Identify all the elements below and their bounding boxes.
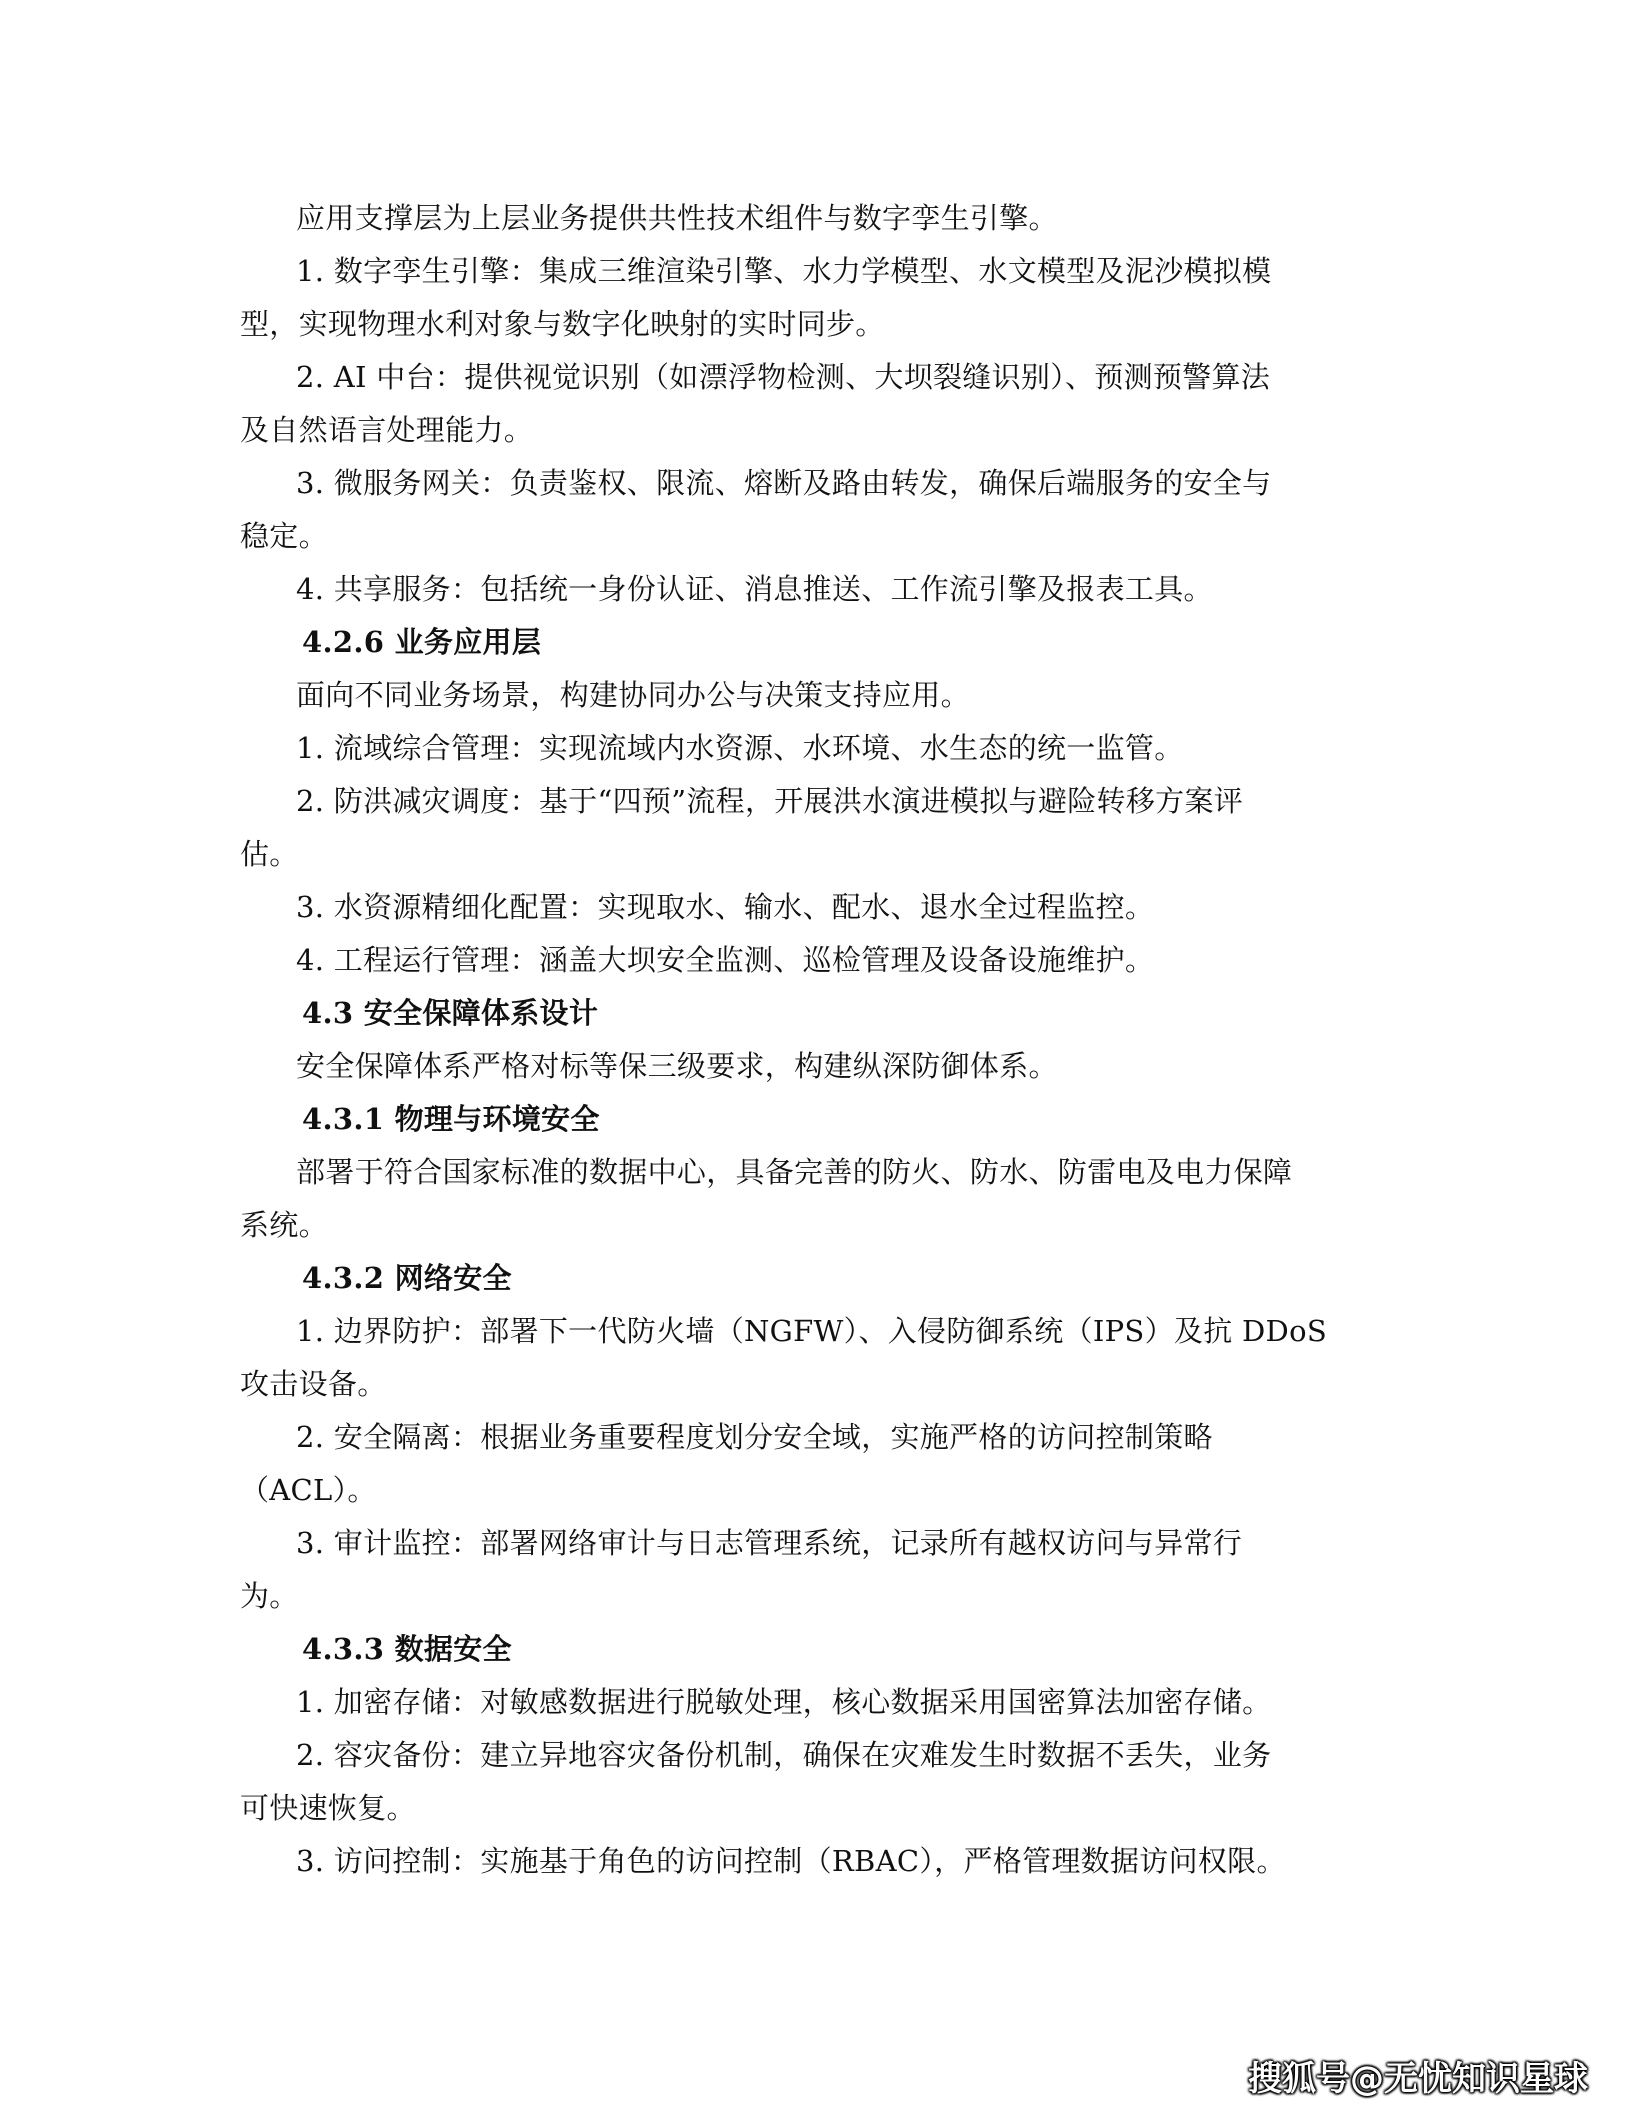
paragraph-line: 为。: [240, 1579, 299, 1613]
paragraph-line: 4. 共享服务：包括统一身份认证、消息推送、工作流引擎及报表工具。: [296, 572, 1213, 606]
paragraph-line: 1. 数字孪生引擎：集成三维渲染引擎、水力学模型、水文模型及泥沙模拟模: [296, 254, 1272, 288]
paragraph-line: 4. 工程运行管理：涵盖大坝安全监测、巡检管理及设备设施维护。: [296, 943, 1155, 977]
paragraph-line: （ACL）。: [240, 1473, 377, 1507]
paragraph-line: 3. 微服务网关：负责鉴权、限流、熔断及路由转发，确保后端服务的安全与: [296, 466, 1272, 500]
paragraph-line: 2. 防洪减灾调度：基于“四预”流程，开展洪水演进模拟与避险转移方案评: [296, 784, 1244, 818]
paragraph-line: 1. 加密存储：对敏感数据进行脱敏处理，核心数据采用国密算法加密存储。: [296, 1685, 1272, 1719]
paragraph-line: 2. 容灾备份：建立异地容灾备份机制，确保在灾难发生时数据不丢失，业务: [296, 1738, 1272, 1772]
paragraph-line: 型，实现物理水利对象与数字化映射的实时同步。: [240, 307, 885, 341]
paragraph-line: 1. 边界防护：部署下一代防火墙（NGFW）、入侵防御系统（IPS）及抗 DDoS: [296, 1314, 1328, 1348]
paragraph-line: 部署于符合国家标准的数据中心，具备完善的防火、防水、防雷电及电力保障: [296, 1155, 1293, 1189]
paragraph-line: 应用支撑层为上层业务提供共性技术组件与数字孪生引擎。: [296, 201, 1058, 235]
document-page: [240, 192, 1400, 1888]
watermark: 搜狐号@无忧知识星球: [1248, 2059, 1588, 2099]
paragraph-line: 2. 安全隔离：根据业务重要程度划分安全域，实施严格的访问控制策略: [296, 1420, 1213, 1454]
paragraph-line: 稳定。: [240, 519, 328, 553]
section-heading: 4.3 安全保障体系设计: [302, 996, 599, 1030]
paragraph-line: 估。: [240, 837, 299, 871]
paragraph-line: 及自然语言处理能力。: [240, 413, 534, 447]
paragraph-line: 可快速恢复。: [240, 1791, 416, 1825]
paragraph-line: 3. 访问控制：实施基于角色的访问控制（RBAC），严格管理数据访问权限。: [296, 1844, 1286, 1878]
section-heading: 4.3.3 数据安全: [302, 1632, 512, 1666]
section-heading: 4.3.1 物理与环境安全: [302, 1102, 600, 1136]
paragraph-line: 面向不同业务场景，构建协同办公与决策支持应用。: [296, 678, 970, 712]
section-heading: 4.3.2 网络安全: [302, 1261, 512, 1295]
paragraph-line: 2. AI 中台：提供视觉识别（如漂浮物检测、大坝裂缝识别）、预测预警算法: [296, 360, 1271, 394]
paragraph-line: 安全保障体系严格对标等保三级要求，构建纵深防御体系。: [296, 1049, 1058, 1083]
paragraph-line: 攻击设备。: [240, 1367, 387, 1401]
section-heading: 4.2.6 业务应用层: [302, 625, 542, 659]
paragraph-line: 1. 流域综合管理：实现流域内水资源、水环境、水生态的统一监管。: [296, 731, 1184, 765]
paragraph-line: 3. 水资源精细化配置：实现取水、输水、配水、退水全过程监控。: [296, 890, 1155, 924]
paragraph-line: 系统。: [240, 1208, 328, 1242]
paragraph-line: 3. 审计监控：部署网络审计与日志管理系统，记录所有越权访问与异常行: [296, 1526, 1243, 1560]
